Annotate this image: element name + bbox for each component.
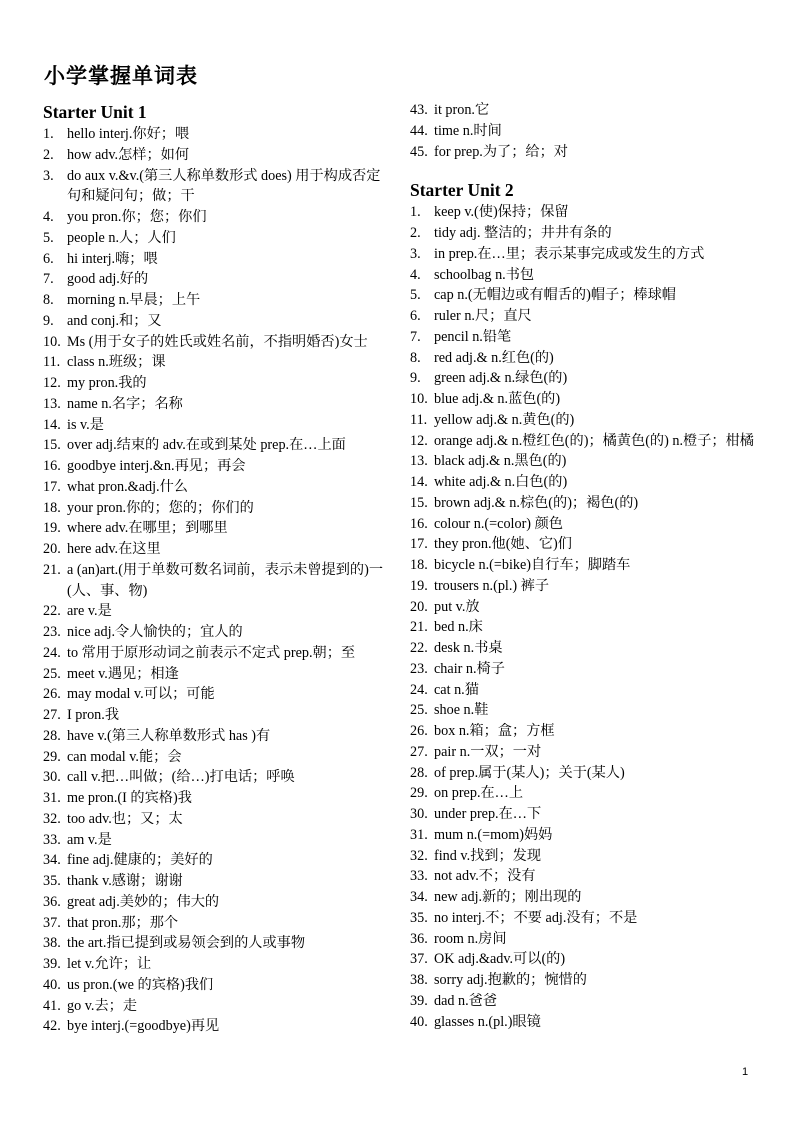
entry-number: 45. [410, 143, 428, 160]
entry-text: where adv.在哪里；到哪里 [67, 520, 228, 537]
entry-number: 33. [410, 868, 428, 885]
entry-text: do aux v.&v.(第三人称单数形式 does) 用于构成否定句和疑问句；做；干 [67, 167, 381, 205]
entry-text: schoolbag n.书包 [434, 266, 535, 283]
entry-number: 27. [410, 743, 428, 760]
entry-text: brown adj.& n.棕色(的)；褐色(的) [434, 494, 639, 511]
word-entry [43, 539, 388, 560]
word-entry [410, 949, 765, 970]
entry-text: nice adj.令人愉快的；宜人的 [67, 624, 243, 640]
entry-number: 22. [410, 640, 428, 656]
entry-text: here adv.在这里 [67, 541, 161, 557]
word-entry [43, 373, 388, 394]
entry-number: 38. [410, 972, 428, 988]
entry-text: mum n.(=mom)妈妈 [434, 826, 553, 843]
word-entry [43, 228, 388, 249]
word-entry [43, 892, 388, 913]
entry-number: 2. [43, 146, 54, 163]
word-entry [43, 145, 388, 166]
entry-text: is v.是 [67, 416, 104, 433]
page-title: 小学掌握单词表 [44, 64, 198, 88]
entry-number: 15. [43, 437, 61, 454]
entry-number: 39. [410, 992, 428, 1009]
entry-text: dad n.爸爸 [434, 992, 498, 1009]
entry-number: 23. [410, 660, 428, 677]
entry-text: let v.允许；让 [67, 956, 152, 972]
entry-text: green adj.& n.绿色(的) [434, 370, 568, 387]
word-entry [410, 929, 765, 950]
entry-number: 1. [410, 204, 421, 221]
word-entry [43, 767, 388, 788]
entry-number: 17. [410, 536, 428, 553]
entry-text: my pron.我的 [67, 375, 147, 391]
entry-number: 14. [43, 416, 61, 433]
entry-number: 22. [43, 603, 61, 620]
entry-number: 43. [410, 102, 428, 118]
word-entry [43, 332, 388, 353]
page-number: 1 [742, 1066, 749, 1078]
word-entry [410, 431, 765, 452]
entry-text: OK adj.&adv.可以(的) [434, 951, 566, 968]
word-entry [410, 244, 765, 265]
entry-number: 6. [410, 308, 421, 324]
entry-number: 13. [410, 453, 428, 470]
word-entry [410, 514, 765, 535]
word-entry [410, 121, 765, 142]
entry-number: 20. [43, 541, 61, 557]
word-list-starter-1-continued [410, 100, 765, 162]
entry-number: 31. [43, 790, 61, 806]
entry-text: us pron.(we 的宾格)我们 [67, 976, 214, 993]
entry-text: meet v.遇见；相逢 [67, 665, 179, 682]
entry-number: 29. [410, 785, 428, 802]
word-entry [410, 991, 765, 1012]
entry-number: 17. [43, 478, 61, 495]
entry-number: 38. [43, 935, 61, 952]
entry-text: your pron.你的；您的；你们的 [67, 499, 254, 516]
entry-text: for prep.为了；给；对 [434, 143, 568, 160]
word-list-starter-2 [410, 202, 765, 1032]
entry-number: 9. [43, 312, 54, 329]
entry-text: not adv.不；没有 [434, 868, 536, 885]
entry-number: 4. [410, 266, 421, 283]
entry-number: 8. [410, 349, 421, 366]
word-entry [43, 269, 388, 290]
entry-number: 28. [43, 727, 61, 744]
entry-text: and conj.和；又 [67, 312, 162, 329]
entry-text: sorry adj.抱歉的；惋惜的 [434, 972, 587, 988]
entry-text: that pron.那；那个 [67, 914, 179, 931]
entry-number: 40. [410, 1013, 428, 1030]
entry-text: put v.放 [434, 598, 480, 615]
entry-text: are v.是 [67, 603, 112, 620]
word-entry [410, 846, 765, 867]
entry-number: 23. [43, 624, 61, 640]
entry-text: call v.把…叫做；(给…)打电话；呼唤 [67, 769, 295, 786]
entry-text: red adj.& n.红色(的) [434, 349, 554, 366]
word-entry [43, 249, 388, 270]
word-entry [43, 311, 388, 332]
word-entry [43, 166, 388, 208]
word-entry [410, 617, 765, 638]
word-entry [43, 664, 388, 685]
entry-number: 4. [43, 209, 54, 225]
entry-number: 34. [43, 852, 61, 869]
entry-number: 14. [410, 474, 428, 490]
entry-number: 1. [43, 126, 54, 142]
word-entry [43, 415, 388, 436]
entry-text: bed n.床 [434, 619, 483, 636]
entry-number: 25. [410, 702, 428, 719]
entry-number: 10. [410, 391, 428, 407]
word-entry [410, 285, 765, 306]
entry-number: 33. [43, 831, 61, 848]
entry-number: 9. [410, 370, 421, 387]
entry-number: 7. [410, 328, 421, 345]
word-entry [410, 783, 765, 804]
entry-text: bye interj.(=goodbye)再见 [67, 1018, 220, 1035]
entry-text: no interj.不；不要 adj.没有；不是 [434, 909, 638, 926]
entry-text: people n.人；人们 [67, 229, 176, 246]
word-entry [410, 659, 765, 680]
entry-text: pencil n.铅笔 [434, 328, 512, 345]
word-entry [43, 352, 388, 373]
entry-text: morning n.早晨；上午 [67, 292, 201, 308]
entry-number: 19. [410, 577, 428, 594]
entry-text: ruler n.尺；直尺 [434, 308, 532, 324]
entry-number: 40. [43, 976, 61, 993]
entry-text: good adj.好的 [67, 271, 149, 288]
entry-number: 5. [410, 287, 421, 304]
entry-text: the art.指已提到或易领会到的人或事物 [67, 935, 306, 952]
entry-number: 12. [43, 375, 61, 391]
entry-number: 32. [410, 847, 428, 864]
word-entry [410, 410, 765, 431]
word-entry [43, 871, 388, 892]
entry-text: on prep.在…上 [434, 785, 524, 802]
entry-number: 5. [43, 229, 54, 246]
entry-text: colour n.(=color) 颜色 [434, 515, 563, 532]
entry-text: bicycle n.(=bike)自行车；脚踏车 [434, 557, 631, 573]
entry-number: 18. [43, 499, 61, 516]
entry-text: go v.去；走 [67, 997, 138, 1014]
entry-text: time n.时间 [434, 122, 502, 139]
left-column [43, 100, 388, 1037]
entry-text: trousers n.(pl.) 裤子 [434, 577, 550, 594]
entry-text: keep v.(使)保持；保留 [434, 204, 569, 221]
entry-number: 3. [43, 167, 54, 184]
word-entry [410, 348, 765, 369]
entry-number: 26. [410, 723, 428, 739]
word-entry [410, 100, 765, 121]
word-entry [410, 908, 765, 929]
word-entry [43, 684, 388, 705]
entry-text: white adj.& n.白色(的) [434, 474, 568, 490]
word-entry [410, 763, 765, 784]
word-entry [43, 996, 388, 1017]
entry-text: under prep.在…下 [434, 806, 542, 822]
entry-text: chair n.椅子 [434, 660, 505, 677]
word-entry [410, 202, 765, 223]
word-entry [43, 954, 388, 975]
entry-text: desk n.书桌 [434, 640, 503, 656]
right-column [410, 100, 765, 1032]
entry-number: 30. [410, 806, 428, 822]
word-entry [43, 830, 388, 851]
word-entry [410, 534, 765, 555]
entry-number: 11. [43, 354, 61, 371]
entry-text: what pron.&adj.什么 [67, 478, 188, 495]
word-entry [410, 265, 765, 286]
entry-text: hi interj.嗨；喂 [67, 250, 158, 267]
word-entry [43, 726, 388, 747]
word-entry [43, 394, 388, 415]
entry-number: 18. [410, 557, 428, 573]
entry-text: black adj.& n.黑色(的) [434, 453, 567, 470]
entry-number: 21. [43, 561, 61, 578]
word-entry [410, 597, 765, 618]
word-entry [410, 576, 765, 597]
entry-text: a (an)art.(用于单数可数名词前，表示未曾提到的)一(人、事、物) [67, 561, 384, 599]
word-entry [43, 477, 388, 498]
entry-number: 11. [410, 411, 428, 428]
entry-number: 15. [410, 494, 428, 511]
entry-text: thank v.感谢；谢谢 [67, 873, 183, 889]
word-entry [43, 518, 388, 539]
entry-text: find v.找到；发现 [434, 847, 542, 864]
word-entry [43, 560, 388, 602]
entry-number: 36. [410, 930, 428, 947]
word-entry [43, 705, 388, 726]
word-entry [410, 721, 765, 742]
entry-number: 10. [43, 333, 61, 350]
word-entry [410, 451, 765, 472]
entry-number: 39. [43, 956, 61, 972]
word-entry [410, 638, 765, 659]
entry-text: orange adj.& n.橙红色(的)；橘黄色(的) n.橙子；柑橘 [434, 432, 754, 449]
word-entry [43, 124, 388, 145]
entry-number: 19. [43, 520, 61, 537]
entry-text: room n.房间 [434, 930, 507, 947]
word-entry [43, 1016, 388, 1037]
word-entry [410, 389, 765, 410]
word-entry [43, 290, 388, 311]
word-entry [410, 555, 765, 576]
entry-number: 24. [410, 681, 428, 698]
entry-text: fine adj.健康的；美好的 [67, 852, 213, 869]
entry-text: box n.箱；盒；方框 [434, 723, 555, 739]
entry-number: 13. [43, 395, 61, 412]
word-entry [410, 368, 765, 389]
entry-text: yellow adj.& n.黄色(的) [434, 411, 575, 428]
entry-text: cat n.猫 [434, 681, 479, 698]
word-entry [410, 866, 765, 887]
entry-number: 27. [43, 707, 61, 723]
word-list-starter-1 [43, 124, 388, 1037]
entry-text: how adv.怎样；如何 [67, 146, 190, 163]
entry-number: 41. [43, 997, 61, 1014]
entry-text: new adj.新的；刚出现的 [434, 889, 582, 905]
entry-number: 28. [410, 764, 428, 781]
entry-text: you pron.你；您；你们 [67, 209, 207, 225]
word-entry [43, 933, 388, 954]
unit-heading-starter-1: Starter Unit 1 [43, 102, 147, 122]
entry-text: blue adj.& n.蓝色(的) [434, 391, 561, 407]
word-entry [410, 804, 765, 825]
entry-number: 44. [410, 122, 428, 139]
entry-number: 35. [410, 909, 428, 926]
entry-number: 16. [410, 515, 428, 532]
entry-text: I pron.我 [67, 707, 120, 723]
entry-number: 21. [410, 619, 428, 636]
entry-number: 34. [410, 889, 428, 905]
entry-number: 29. [43, 748, 61, 765]
entry-text: they pron.他(她、它)们 [434, 536, 572, 553]
entry-text: me pron.(I 的宾格)我 [67, 790, 192, 806]
entry-text: to 常用于原形动词之前表示不定式 prep.朝；至 [67, 644, 356, 661]
entry-text: am v.是 [67, 831, 112, 848]
word-entry [410, 493, 765, 514]
entry-number: 7. [43, 271, 54, 288]
word-entry [43, 747, 388, 768]
entry-text: Ms (用于女子的姓氏或姓名前，不指明婚否)女士 [67, 333, 368, 350]
entry-text: in prep.在…里；表示某事完成或发生的方式 [434, 245, 705, 262]
entry-text: pair n.一双；一对 [434, 743, 542, 760]
word-entry [410, 700, 765, 721]
word-entry [410, 742, 765, 763]
word-entry [43, 850, 388, 871]
word-entry [43, 622, 388, 643]
entry-number: 6. [43, 250, 54, 267]
entry-text: cap n.(无帽边或有帽舌的)帽子；棒球帽 [434, 287, 676, 304]
entry-number: 36. [43, 893, 61, 910]
entry-number: 35. [43, 873, 61, 889]
entry-number: 2. [410, 225, 421, 241]
entry-number: 3. [410, 245, 421, 262]
entry-text: it pron.它 [434, 102, 490, 118]
entry-text: class n.班级；课 [67, 354, 166, 371]
word-entry [410, 680, 765, 701]
entry-number: 8. [43, 292, 54, 308]
entry-number: 25. [43, 665, 61, 682]
entry-text: hello interj.你好；喂 [67, 126, 190, 142]
entry-text: can modal v.能；会 [67, 748, 182, 765]
word-entry [43, 643, 388, 664]
word-entry [43, 498, 388, 519]
word-entry [43, 601, 388, 622]
word-entry [410, 1012, 765, 1033]
entry-text: over adj.结束的 adv.在或到某处 prep.在…上面 [67, 437, 346, 454]
entry-number: 30. [43, 769, 61, 786]
entry-text: tidy adj. 整洁的；井井有条的 [434, 225, 612, 241]
entry-number: 31. [410, 826, 428, 843]
entry-number: 32. [43, 810, 61, 827]
word-entry [410, 970, 765, 991]
entry-text: may modal v.可以；可能 [67, 686, 215, 703]
entry-text: have v.(第三人称单数形式 has )有 [67, 727, 271, 744]
entry-text: name n.名字；名称 [67, 395, 183, 412]
word-entry [410, 887, 765, 908]
entry-number: 37. [410, 951, 428, 968]
word-entry [410, 327, 765, 348]
entry-number: 20. [410, 598, 428, 615]
entry-number: 42. [43, 1018, 61, 1035]
word-entry [410, 223, 765, 244]
entry-text: great adj.美妙的；伟大的 [67, 893, 220, 910]
entry-text: goodbye interj.&n.再见；再会 [67, 458, 246, 474]
word-entry [410, 142, 765, 163]
entry-text: glasses n.(pl.)眼镜 [434, 1013, 541, 1030]
word-entry [43, 913, 388, 934]
entry-number: 37. [43, 914, 61, 931]
word-entry [43, 435, 388, 456]
entry-number: 12. [410, 432, 428, 449]
entry-text: shoe n.鞋 [434, 702, 489, 719]
word-entry [43, 809, 388, 830]
word-entry [410, 472, 765, 493]
word-entry [43, 975, 388, 996]
entry-text: too adv.也；又；太 [67, 810, 183, 827]
word-entry [410, 825, 765, 846]
word-entry [43, 207, 388, 228]
entry-number: 24. [43, 644, 61, 661]
word-entry [43, 788, 388, 809]
word-entry [410, 306, 765, 327]
entry-number: 16. [43, 458, 61, 474]
word-entry [43, 456, 388, 477]
unit-heading-starter-2: Starter Unit 2 [410, 180, 514, 201]
entry-number: 26. [43, 686, 61, 703]
entry-text: of prep.属于(某人)；关于(某人) [434, 764, 625, 781]
